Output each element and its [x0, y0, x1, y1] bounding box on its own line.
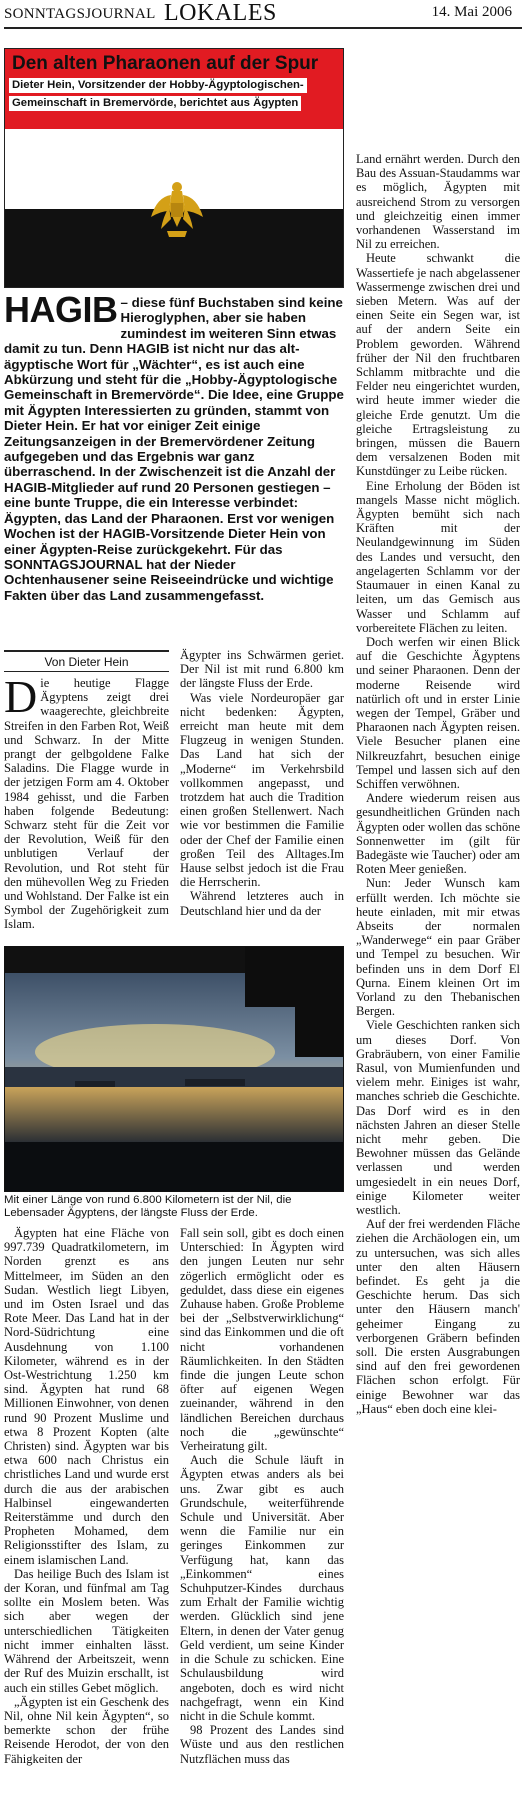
lead-big-word: HAGIB	[4, 289, 118, 330]
photo-caption: Mit einer Länge von rund 6.800 Kilometern ist der Nil, die Lebensader Ägyptens, der längste Fluss der Erde.	[4, 1194, 292, 1219]
column-2-bottom	[180, 1226, 344, 1766]
column-1-bottom	[4, 1226, 169, 1766]
column-1-top	[4, 671, 169, 932]
issue-date: 14. Mai 2006	[431, 4, 512, 20]
paragraph: Das heilige Buch des Islam ist der Koran, und fünfmal am Tag sollte ein Moslem beten. Was sich aber wegen der unterschiedlichen Tätigkeiten nicht immer einhalten lässt. Während der Arbeitszeit, wenn der Ruf des Muizin erschallt, ist auch ein stilles Gebet möglich.	[4, 1566, 169, 1695]
article-subhead-line2: Gemeinschaft in Bremervörde, berichtet aus Ägypten	[9, 96, 301, 111]
lead-text: – diese fünf Buchstaben sind keine Hieroglyphen, aber sie haben zumindest im weiteren Sinn etwas damit zu tun. Denn HAGIB ist nicht nur das alt-ägyptische Wort für „Wächter“, es ist auch eine Abkürzung und steht für die „Hobby-Ägyptologische Gemeinschaft in Bremervörde“. Die Idee, eine Gruppe mit Ägypten Interessierten zu gründen, stammt von Dieter Hein. Er hat vor einiger Zeit einige Zeitungsanzeigen in der Bremervördener Zeitung aufgegeben und das Ergebnis war ganz überraschend. In der Zwischenzeit ist die Anzahl der HAGIB-Mitglieder auf rund 20 Personen gestiegen – eine bunte Truppe, die ein Interesse verbindet: Ägypten, das Land der Pharaonen. Erst vor wenigen Wochen ist der HAGIB-Vorsitzende Dieter Hein von einer Ägypten-Reise zurückgekehrt. Für das SONNTAGSJOURNAL hat der Nieder Ochtenhausener seine Reiseeindrücke und wichtige Fakten über das Land zusammengefasst.	[4, 295, 344, 603]
paragraph: Auf der frei werdenden Fläche ziehen die Archäologen ein, um zu untersuchen, was sich alles unter den alten Häusern befindet. Es geht ja die Geschichte herum. Das sich unter den Häusern manch' geheimer Eingang zu verborgenen Gräbern befinden soll. Die ersten Ausgrabungen sind auf den frei gewordenen Flächen schon erfolgt. Für einige Bewohner war das „Haus“ eben doch eine klei-	[356, 1217, 520, 1416]
masthead	[0, 0, 526, 28]
paragraph: Land ernährt werden. Durch den Bau des Assuan-Staudamms war es möglich, Ägypten mit ausreichend Strom zu versorgen und gleichzeitig einen immer vorhandenen Wasserstand im Nil zu erreichen.	[356, 152, 520, 252]
column-3	[356, 152, 520, 1416]
column-2-top	[180, 648, 344, 918]
article-headline: Den alten Pharaonen auf der Spur	[12, 53, 319, 74]
lead-paragraph	[4, 289, 344, 603]
paragraph: Ägypter ins Schwärmen geriet. Der Nil ist mit rund 6.800 km der längste Fluss der Erde.	[180, 648, 344, 691]
byline: Von Dieter Hein	[4, 650, 169, 672]
paragraph: Nun: Jeder Wunsch kam erfüllt werden. Ich möchte sie heute einladen, mit mir etwas Abseits der normalen „Wanderwege“ ein paar Gräber und Tempel zu besuchen. Wir befinden uns in dem Dorf El Qurna. Einem kleinen Ort im Vorland zu den Thebanischen Bergen.	[356, 876, 520, 1019]
paragraph: 98 Prozent des Landes sind Wüste und aus den restlichen Nutzflächen muss das	[180, 1723, 344, 1766]
paragraph: Während letzteres auch in Deutschland hier und da der	[180, 889, 344, 918]
paragraph-text: ie heutige Flagge Ägyptens zeigt drei waagerechte, gleichbreite Streifen in den Farben Rot, Weiß und Schwarz. In der Mitte prangt der gelbgoldene Falke Saladins. Die Flagge wurde in der jetzigen Form am 4. Oktober 1984 gehisst, und die Farben haben folgende Bedeutung: Schwarz steht für die Zeit vor der Revolution, Weiß für den unblutigen Verlauf der Revolution, und Rot steht für den mühevollen Weg zu Frieden und Wohlstand. Der Falke ist ein Symbol der Zugehörigkeit zum Islam.	[4, 676, 169, 932]
paragraph: Was viele Nordeuropäer gar nicht bedenken: Ägypten, erreicht man heute mit dem Flugzeug in wenigen Stunden. Das Land hat sich der „Moderne“ im Verkehrsbild vollkommen angepasst, und trotzdem hat auch die Tradition einen großen Stellenwert. Nach wie vor bestimmen die Familie oder der Chef der Familie einen großen Teil des Alltages.Im Hause selbst jedoch ist die Frau die Herrscherin.	[180, 690, 344, 890]
paragraph	[4, 671, 169, 932]
paragraph: Fall sein soll, gibt es doch einen Unterschied: In Ägypten wird den jungen Leuten nur sehr zögerlich ermöglicht oder es geduldet, dass diese ein eigenes Zuhause haben. Große Probleme bei der „Selbstverwirklichung“ sind das Einkommen und die oft nicht vorhandenen Räumlichkeiten. In den Städten finde die jungen Leute schon öfter auf eigenen Wegen zueinander, während in den ländlichen Bereichen durchaus noch die „gewünschte“ Verheiratung gilt.	[180, 1226, 344, 1454]
egypt-flag-image	[4, 48, 344, 288]
section-title: LOKALES	[164, 0, 277, 26]
dropcap: D	[4, 671, 38, 722]
article-subhead-line1: Dieter Hein, Vorsitzender der Hobby-Ägyptologischen-	[9, 78, 307, 93]
paragraph: Heute schwankt die Wassertiefe je nach abgelassener Wassermenge zwischen drei und sieben Metern. Was auf der einen Seite ein Segen war, ist auf der andern Seite ein Problem geworden. Während früher der Nil den fruchtbaren Schlamm mitbrachte und die Felder neu eingerichtet wurden, wird heute immer wieder die gleiche Erde genutzt. Um die gleiche Ertragsleistung zu bringen, müssen die Bauern dem versalzenen Boden mit Kunstdünger zu Leibe rücken.	[356, 251, 520, 479]
paper-name: SONNTAGSJOURNAL	[4, 6, 156, 22]
paragraph: Doch werfen wir einen Blick auf die Geschichte Ägyptens und seiner Pharaonen. Denn der moderne Reisende wird natürlich oft und in erster Linie wegen der Tempel, Gräber und Pharaonen nach Ägypten reisen. Viele Besucher planen eine Nilkreuzfahrt, besuchen einige Tempel und lassen sich auf den Schiffen verwöhnen.	[356, 634, 520, 791]
paragraph: Ägypten hat eine Fläche von 997.739 Quadratkilometern, im Norden grenzt es ans Mittelmeer, im Süden an den Sudan. Westlich liegt Libyen, und im Osten Israel und das Rote Meer. Das Land hat in der Nord-Südrichtung eine Ausdehnung von 1.100 Kilometer, während es in der Ost-Westrichtung 1.250 km sind. Ägypten hat rund 68 Millionen Einwohner, von denen rund 90 Prozent Muslime und etwa 8 Prozent Kopten (alte Christen) sind. Ägypten war bis etwa 600 nach Christus ein christliches Land und wurde erst durch die aus der arabischen Halbinsel eingewanderten Reiterstämme und durch den Propheten Mohamed, dem Religionsstifter des Islam, zu einem islamischen Land.	[4, 1226, 169, 1567]
paragraph: Andere wiederum reisen aus gesundheitlichen Gründen nach Ägypten oder wollen das schöne Sonnenwetter im (gilt für Badegäste wie Taucher) oder am Roten Meer genießen.	[356, 791, 520, 877]
nile-sunset-illustration	[5, 947, 344, 1192]
paragraph: Auch die Schule läuft in Ägypten etwas anders als bei uns. Zwar gibt es auch Grundschule, weiterführende Schule und Universität. Aber wenn die Familie nur ein geringes Einkommen zur Verfügung hat, kann das „Einkommen“ eines Schuhputzer-Kindes durchaus zum Erhalt der Familie wichtig werden. Glücklich sind jene Eltern, in denen der Vater genug Geld verdient, um seine Kinder in die Schule zu schicken. Eine Schulausbildung wird angeboten, doch es wird nicht nachgefragt, wenn ein Kind nicht in die Schule kommt.	[180, 1453, 344, 1723]
nile-sunset-photo	[4, 946, 344, 1192]
paragraph: „Ägypten ist ein Geschenk des Nil, ohne Nil kein Ägypten“, so bemerkte schon der frühe Reisende Herodot, der von den Fähigkeiten der	[4, 1694, 169, 1766]
masthead-rule	[4, 27, 522, 29]
paragraph: Viele Geschichten ranken sich um dieses Dorf. Von Grabräubern, von einer Familie Rasul, von Mumienfunden und vielem mehr. Einiges ist wahr, manches schrieb die Geschichte. Das Dorf wird es in den nächsten Jahren an dieser Stelle nicht mehr geben. Die Bewohner müssen das Gelände verlassen und werden umgesiedelt in ein neues Dorf, einige Kilometer weiter westlich.	[356, 1018, 520, 1218]
headline-box	[9, 53, 336, 111]
paragraph: Eine Erholung der Böden ist mangels Masse nicht möglich. Ägypten bemüht sich nach Kräften mit der Neulandgewinnung im Süden des Landes und versucht, den angelagerten Schlamm vor der Staumauer in einen Kanal zu leiten, um das Gemisch aus Wasser und Schlamm auf vorbereitete Flächen zu leiten.	[356, 478, 520, 635]
eagle-of-saladin-icon	[147, 177, 207, 247]
